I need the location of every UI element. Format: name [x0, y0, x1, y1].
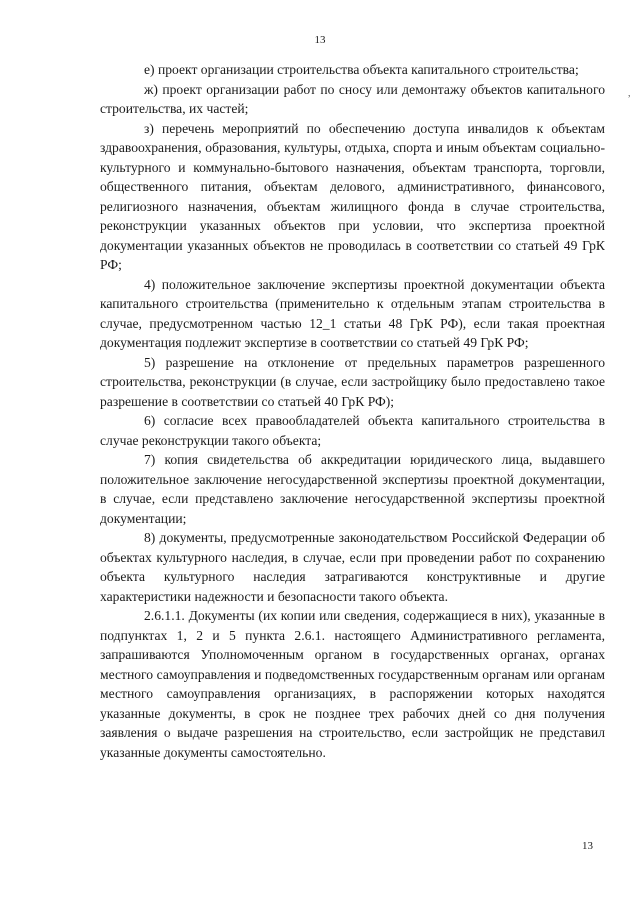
paragraph-5: 5) разрешение на отклонение от предельных параметров разрешенного строительства, реконструкции (в случае, если застройщику было предоставлено такое разрешение в соответствии со статьей 40 ГрК РФ); — [100, 354, 605, 409]
margin-mark: , — [628, 88, 631, 99]
paragraph-2-6-1-1: 2.6.1.1. Документы (их копии или сведения, содержащиеся в них), указанные в подпунктах 1, 2 и 5 пункта 2.6.1. настоящего Административного регламента, запрашиваются Уполномоченным органом в государственных органах, органах местного самоуправления и подведомственных государственным органам или органам местного самоуправления организациях, в распоряжении которых находятся указанные документы, в срок не позднее трех рабочих дней со дня получения заявления о выдаче разрешения на строительство, если застройщик не представил указанные документы самостоятельно. — [100, 608, 605, 760]
page-number-bottom: 13 — [582, 840, 593, 852]
paragraph-8: 8) документы, предусмотренные законодательством Российской Федерации об объектах культурного наследия, в случае, если при проведении работ по сохранению объекта культурного наследия затрагиваются конструктивные и другие характеристики надежности и безопасности такого объекта. — [100, 530, 605, 604]
paragraph-z: з) перечень мероприятий по обеспечению доступа инвалидов к объектам здравоохранения, образования, культуры, отдыха, спорта и иным объектам социально-культурного и коммунально-бытового назначения, объектам транспорта, торговли, общественного питания, объектам делового, административного, финансового, религиозного назначения, объектам жилищного фонда в случае строительства, реконструкции указанных объектов при условии, что экспертиза проектной документации указанных объектов не проводилась в соответствии со статьей 49 ГрК РФ; — [100, 120, 605, 272]
paragraph-e: е) проект организации строительства объекта капитального строительства; — [144, 62, 579, 77]
paragraph-zh: ж) проект организации работ по сносу или демонтажу объектов капитального строительства, их частей; — [100, 81, 605, 116]
paragraph-7: 7) копия свидетельства об аккредитации юридического лица, выдавшего положительное заключение негосударственной экспертизы проектной документации, в случае, если представлено заключение негосударственной экспертизы проектной документации; — [100, 452, 605, 526]
page-number-top: 13 — [314, 34, 326, 46]
paragraph-4: 4) положительное заключение экспертизы проектной документации объекта капитального строительства (применительно к отдельным этапам строительства в случае, предусмотренном частью 12_1 статьи 48 ГрК РФ), если такая проектная документация подлежит экспертизе в соответствии со статьей 49 ГрК РФ; — [100, 276, 605, 350]
document-body — [100, 60, 605, 762]
paragraph-6: 6) согласие всех правообладателей объекта капитального строительства в случае реконструкции такого объекта; — [100, 413, 605, 448]
